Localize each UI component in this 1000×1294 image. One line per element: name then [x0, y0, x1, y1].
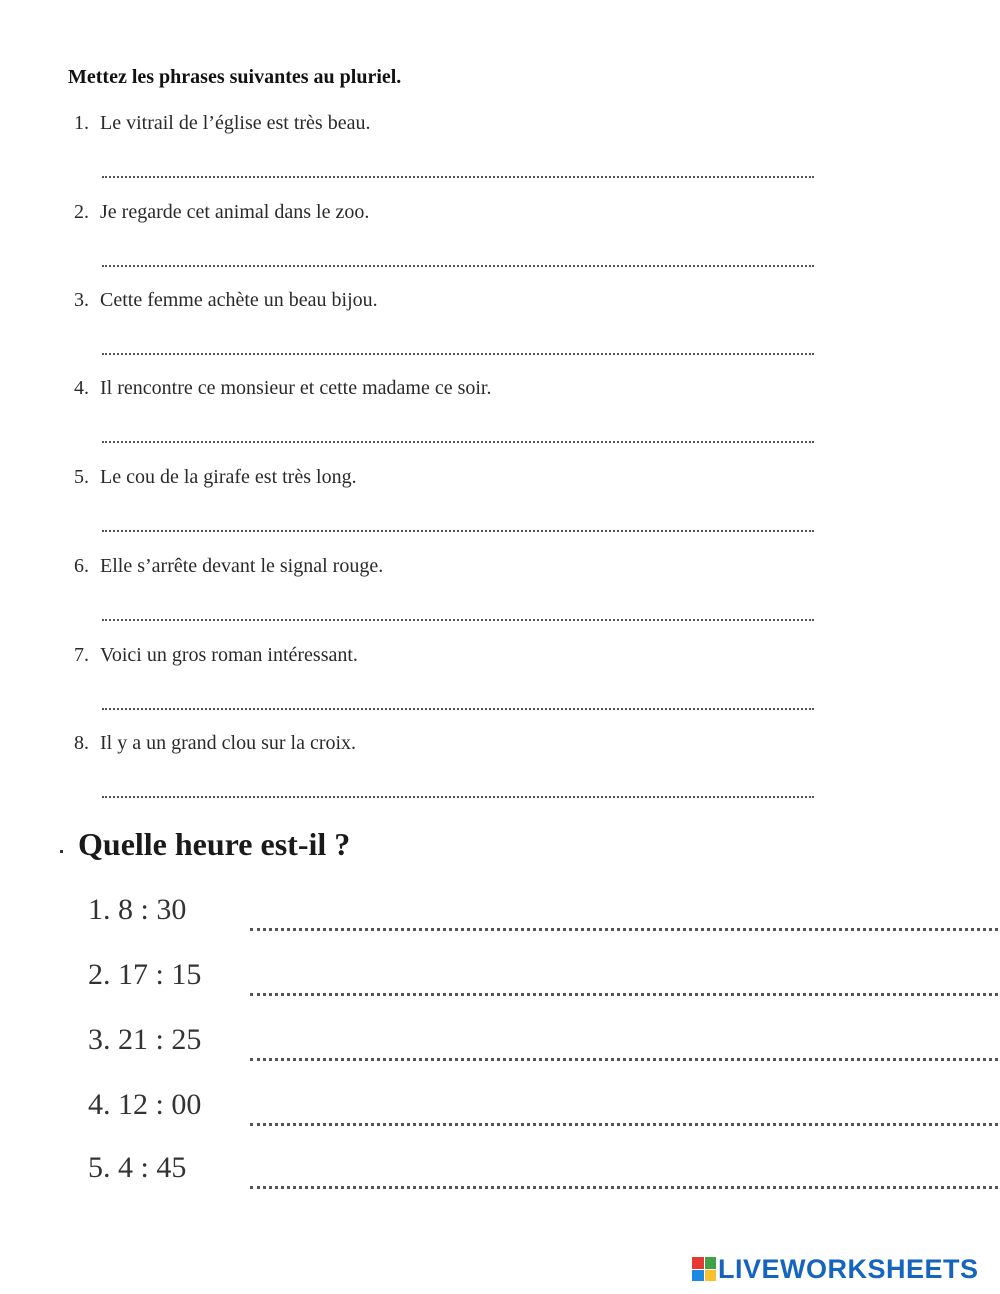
sentence-text: Il rencontre ce monsieur et cette madame ce soir.: [100, 377, 492, 399]
answer-input-7[interactable]: [102, 686, 814, 710]
time-item: [88, 890, 1000, 930]
answer-input-3[interactable]: [102, 331, 814, 355]
time-label: 3. 21 : 25: [88, 1023, 202, 1056]
sentence-text: Cette femme achète un beau bijou.: [100, 289, 378, 311]
time-label: 2. 17 : 15: [88, 958, 202, 991]
item-number: 1.: [74, 112, 89, 134]
sentence-item: [74, 287, 834, 313]
section1-title: Mettez les phrases suivantes au pluriel.: [68, 66, 402, 88]
time-answer-input-1[interactable]: [250, 904, 1000, 931]
item-number: 3.: [74, 289, 89, 311]
liveworksheets-logo-icon: [692, 1257, 716, 1281]
item-number: 2.: [74, 201, 89, 223]
sentence-text: Le vitrail de l’église est très beau.: [100, 112, 371, 134]
sentence-item: [74, 199, 834, 225]
time-item: [88, 955, 1000, 995]
answer-input-1[interactable]: [102, 154, 814, 178]
brand-text: LIVEWORKSHEETS: [718, 1253, 979, 1284]
time-answer-input-5[interactable]: [250, 1162, 1000, 1189]
answer-input-8[interactable]: [102, 774, 814, 798]
sentence-text: Il y a un grand clou sur la croix.: [100, 732, 357, 754]
item-number: 6.: [74, 555, 89, 577]
time-label: 5. 4 : 45: [88, 1151, 187, 1184]
item-number: 4.: [74, 377, 89, 399]
time-answer-input-3[interactable]: [250, 1034, 1000, 1061]
sentence-item: [74, 730, 834, 756]
item-number: 7.: [74, 644, 89, 666]
sentence-text: Je regarde cet animal dans le zoo.: [100, 201, 370, 223]
sentence-item: [74, 464, 834, 490]
time-item: [88, 1148, 1000, 1188]
time-item: [88, 1020, 1000, 1060]
section2-title: Quelle heure est-il ?: [78, 826, 351, 862]
time-item: [88, 1085, 1000, 1125]
sentence-item: [74, 553, 834, 579]
answer-input-6[interactable]: [102, 597, 814, 621]
sentence-item: [74, 375, 834, 401]
item-number: 5.: [74, 466, 89, 488]
answer-input-2[interactable]: [102, 243, 814, 267]
item-number: 8.: [74, 732, 89, 754]
time-label: 4. 12 : 00: [88, 1088, 202, 1121]
sentence-text: Le cou de la girafe est très long.: [100, 466, 357, 488]
sentence-item: [74, 110, 834, 136]
sentence-text: Elle s’arrête devant le signal rouge.: [100, 555, 384, 577]
answer-input-5[interactable]: [102, 508, 814, 532]
sentence-item: [74, 642, 834, 668]
time-answer-input-2[interactable]: [250, 969, 1000, 996]
time-answer-input-4[interactable]: [250, 1099, 1000, 1126]
time-label: 1. 8 : 30: [88, 893, 187, 926]
sentence-text: Voici un gros roman intéressant.: [100, 644, 358, 666]
bullet-dot: [60, 850, 63, 853]
answer-input-4[interactable]: [102, 419, 814, 443]
liveworksheets-brand[interactable]: [692, 1254, 979, 1284]
